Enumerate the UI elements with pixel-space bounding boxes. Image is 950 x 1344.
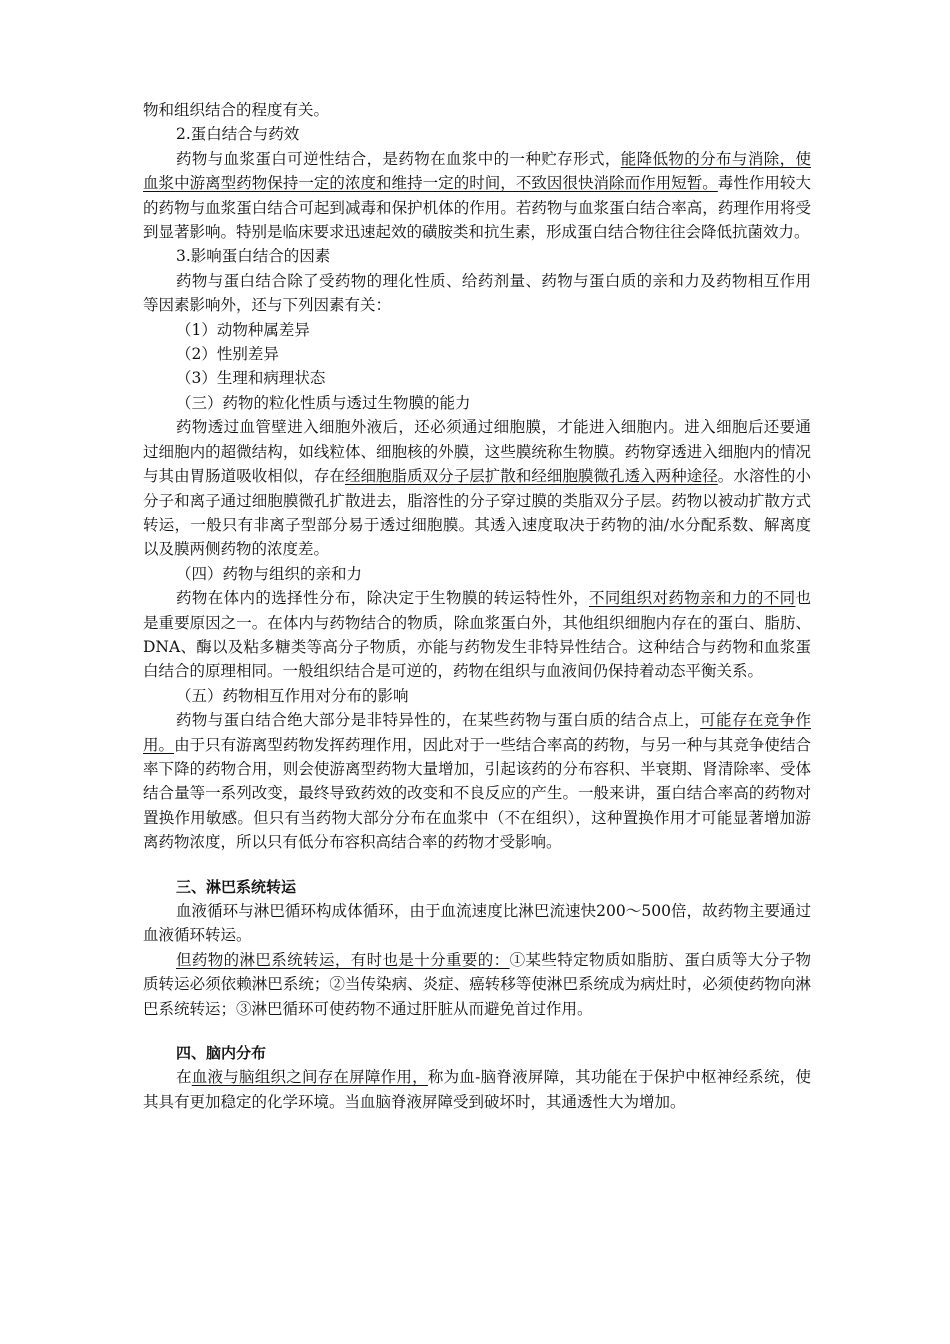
paragraph — [143, 269, 811, 318]
text-run: （1）动物种属差异 — [176, 320, 310, 339]
text-run: 药物透过血管壁进入细胞外液后，还必须通过细胞膜，才能进入细胞内。进入细胞后还要通过细胞内的超微结构，如线粒体、细胞核的外膜，这些膜统称生物膜。药物穿透进入细胞内的情况与其由胃肠道吸收相似，存在 — [143, 418, 811, 486]
paragraph — [143, 948, 811, 1021]
paragraph — [143, 708, 811, 854]
text-run: ①某些特定物质如脂肪、蛋白质等大分子物质转运必须依赖淋巴系统；②当传染病、炎症、癌转移等使淋巴系统成为病灶时，必须使药物向淋巴系统转运；③淋巴循环可使药物不通过肝脏从而避免首过作用。 — [143, 950, 811, 1018]
text-run: （三）药物的粒化性质与透过生物膜的能力 — [176, 393, 471, 412]
paragraph — [143, 366, 811, 390]
paragraph — [143, 244, 811, 268]
underlined-text: 经细胞脂质双分子层扩散和经细胞膜微孔透入两种途径 — [344, 467, 718, 486]
text-run: 四、脑内分布 — [176, 1044, 267, 1063]
text-run: 由于只有游离型药物发挥药理作用，因此对于一些结合率高的药物，与另一种与其竞争使结合率下降的药物合用，则会使游离型药物大量增加，引起该药的分布容积、半衰期、肾清除率、受体结合量等一系列改变，最终导致药效的改变和不良反应的产生。一般来讲，蛋白结合率高的药物对置换作用敏感。但只有当药物大部分分布在血浆中（不在组织），这种置换作用才可能显著增加游离药物浓度，所以只有低分布容积高结合率的药物才受影响。 — [143, 735, 811, 852]
text-run: 称为血-脑脊液屏障，其功能在于保护中枢神经系统，使其具有更加稳定的化学环境。当血脑脊液屏障受到破坏时，其通透性大为增加。 — [143, 1068, 811, 1111]
paragraph — [143, 899, 811, 948]
paragraph — [143, 391, 811, 415]
paragraph — [143, 342, 811, 366]
text-run: 。水溶性的小分子和离子通过细胞膜微孔扩散进去，脂溶性的分子穿过膜的类脂双分子层。药物以被动扩散方式转运，一般只有非离子型部分易于透过细胞膜。其透入速度取决于药物的油/水分配系数、解离度以及膜两侧药物的浓度差。 — [143, 467, 811, 559]
text-run: 毒性作用较大的药物与血浆蛋白结合可起到减毒和保护机体的作用。若药物与血浆蛋白结合率高，药理作用将受到显著影响。特别是临床要求迅速起效的磺胺类和抗生素，形成蛋白结合物往往会降低抗菌效力。 — [143, 174, 811, 242]
text-run: 3.影响蛋白结合的因素 — [176, 247, 331, 266]
text-run: 物和组织结合的程度有关。 — [143, 101, 330, 119]
paragraph — [143, 586, 811, 684]
text-run: 也是重要原因之一。在体内与药物结合的物质，除血浆蛋白外，其他组织细胞内存在的蛋白、脂肪、DNA、酶以及粘多糖类等高分子物质，亦能与药物发生非特异性结合。这种结合与药物和血浆蛋白结合的原理相同。一般组织结合是可逆的，药物在组织与血液间仍保持着动态平衡关系。 — [143, 589, 811, 681]
text-run: 在 — [176, 1068, 192, 1087]
text-run: 药物与蛋白结合除了受药物的理化性质、给药剂量、药物与蛋白质的亲和力及药物相互作用等因素影响外，还与下列因素有关： — [143, 271, 811, 315]
paragraph — [143, 415, 811, 561]
text-run: （五）药物相互作用对分布的影响 — [176, 686, 409, 705]
underlined-text: 血液与脑组织之间存在屏障作用， — [191, 1068, 428, 1087]
underlined-text: 但药物的淋巴系统转运，有时也是十分重要的： — [176, 950, 510, 969]
underlined-text: 可能存在竞争作用。 — [143, 711, 811, 754]
text-run: （3）生理和病理状态 — [176, 369, 326, 388]
underlined-text: 能降低物的分布与消除，使血浆中游离型药物保持一定的浓度和维持一定的时间，不致因很快消除而作用短暂。 — [143, 149, 811, 193]
text-run: （2）性别差异 — [176, 345, 279, 364]
underlined-text: 不同组织对药物亲和力的不同 — [588, 589, 796, 608]
paragraph — [143, 1065, 811, 1114]
text-run: 2.蛋白结合与药效 — [176, 125, 300, 144]
section-heading — [143, 1041, 811, 1065]
text-run: 药物与蛋白结合绝大部分是非特异性的，在某些药物与蛋白质的结合点上， — [176, 711, 701, 730]
paragraph — [143, 98, 811, 122]
text-run: 血液循环与淋巴循环构成体循环，由于血流速度比淋巴流速快200～500倍，故药物主要通过血液循环转运。 — [143, 902, 811, 945]
paragraph — [143, 122, 811, 146]
text-run: （四）药物与组织的亲和力 — [176, 564, 363, 583]
section-heading — [143, 875, 811, 899]
text-run: 药物在体内的选择性分布，除决定于生物膜的转运特性外， — [176, 589, 589, 608]
document-body — [143, 98, 811, 1114]
paragraph — [143, 562, 811, 586]
text-run: 药物与血浆蛋白可逆性结合，是药物在血浆中的一种贮存形式， — [176, 149, 621, 168]
paragraph — [143, 318, 811, 342]
paragraph — [143, 684, 811, 708]
text-run: 三、淋巴系统转运 — [176, 877, 297, 896]
paragraph — [143, 147, 811, 245]
